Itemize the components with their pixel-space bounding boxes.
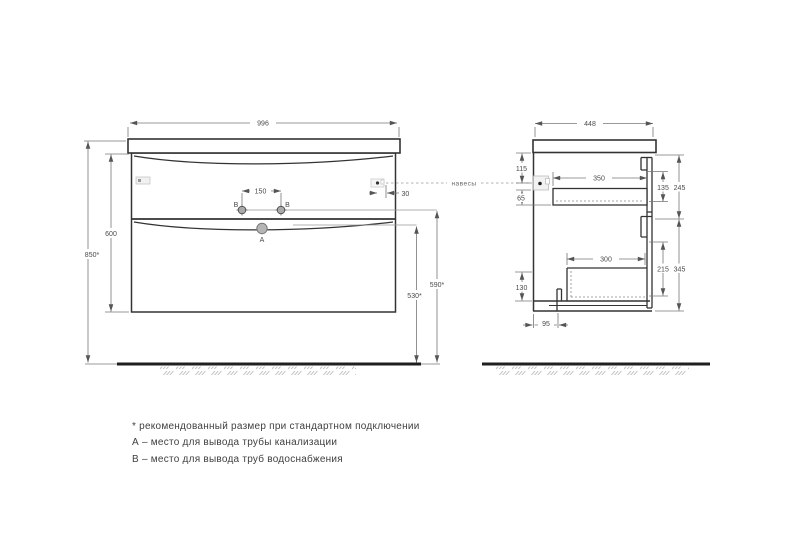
floor-hatching <box>160 367 356 376</box>
bottom-handle-profile <box>641 217 647 238</box>
hole-b-left-label: В <box>233 202 239 209</box>
bracket-left <box>136 177 150 184</box>
faucet-spacing-label: 150 <box>254 188 267 196</box>
bottom-drawer-depth-label: 300 <box>600 256 612 264</box>
footnote-hole-a: А – место для вывода трубы канализации <box>132 437 338 449</box>
siphon-offset-label: 95 <box>542 320 550 328</box>
hole-a-label: А <box>259 237 265 244</box>
bracket-top-label: 115 <box>515 166 528 173</box>
top-drawer-box <box>553 189 647 206</box>
back-height-label: 130 <box>515 285 528 292</box>
bracket-side <box>534 176 550 190</box>
countertop-side <box>533 140 656 153</box>
bottom-inner-label: 215 <box>657 266 669 274</box>
bottom-front-label: 345 <box>673 266 686 274</box>
hole-a <box>257 223 267 233</box>
countertop <box>128 139 400 153</box>
brackets-leader <box>386 181 532 188</box>
bottom-drawer-box <box>567 268 647 301</box>
box-outline <box>567 268 647 301</box>
water-height-label: 590* <box>429 282 445 289</box>
drain-height-label: 530* <box>407 293 422 300</box>
top-inner-label: 135 <box>657 185 669 192</box>
bracket-dot <box>376 181 379 184</box>
footnote-hole-b: В – место для вывода труб водоснабжения <box>132 453 343 465</box>
top-front-label: 245 <box>673 185 686 192</box>
side-view <box>482 119 710 376</box>
hole-b-right-label: В <box>285 202 290 209</box>
footnote-recommended-size: * рекомендованный размер при стандартном подключении <box>132 421 420 432</box>
top-drawer-depth-label: 350 <box>593 175 605 183</box>
front-panel-lines <box>647 158 652 309</box>
front-gap <box>647 212 652 217</box>
bracket-dot <box>538 182 542 186</box>
overall-height-label: 850* <box>84 252 100 259</box>
brackets-label: навесы <box>451 180 477 188</box>
depth-label: 448 <box>584 121 596 128</box>
cabinet-height-label: 600 <box>105 231 117 238</box>
footnotes <box>132 419 420 468</box>
siphon-recess <box>557 289 562 311</box>
bracket-drawer-label: 65 <box>517 195 525 203</box>
floor-hatching <box>495 367 689 376</box>
box-dashed <box>571 271 645 297</box>
top-handle-profile <box>641 158 647 171</box>
front-view <box>78 118 449 375</box>
front-width-label: 996 <box>257 120 269 128</box>
cabinet-bottom <box>533 289 652 311</box>
bracket-right <box>371 179 384 187</box>
drawer-fronts <box>641 158 652 309</box>
bracket-dot <box>138 179 141 182</box>
bracket-offset-label: 30 <box>401 191 410 198</box>
